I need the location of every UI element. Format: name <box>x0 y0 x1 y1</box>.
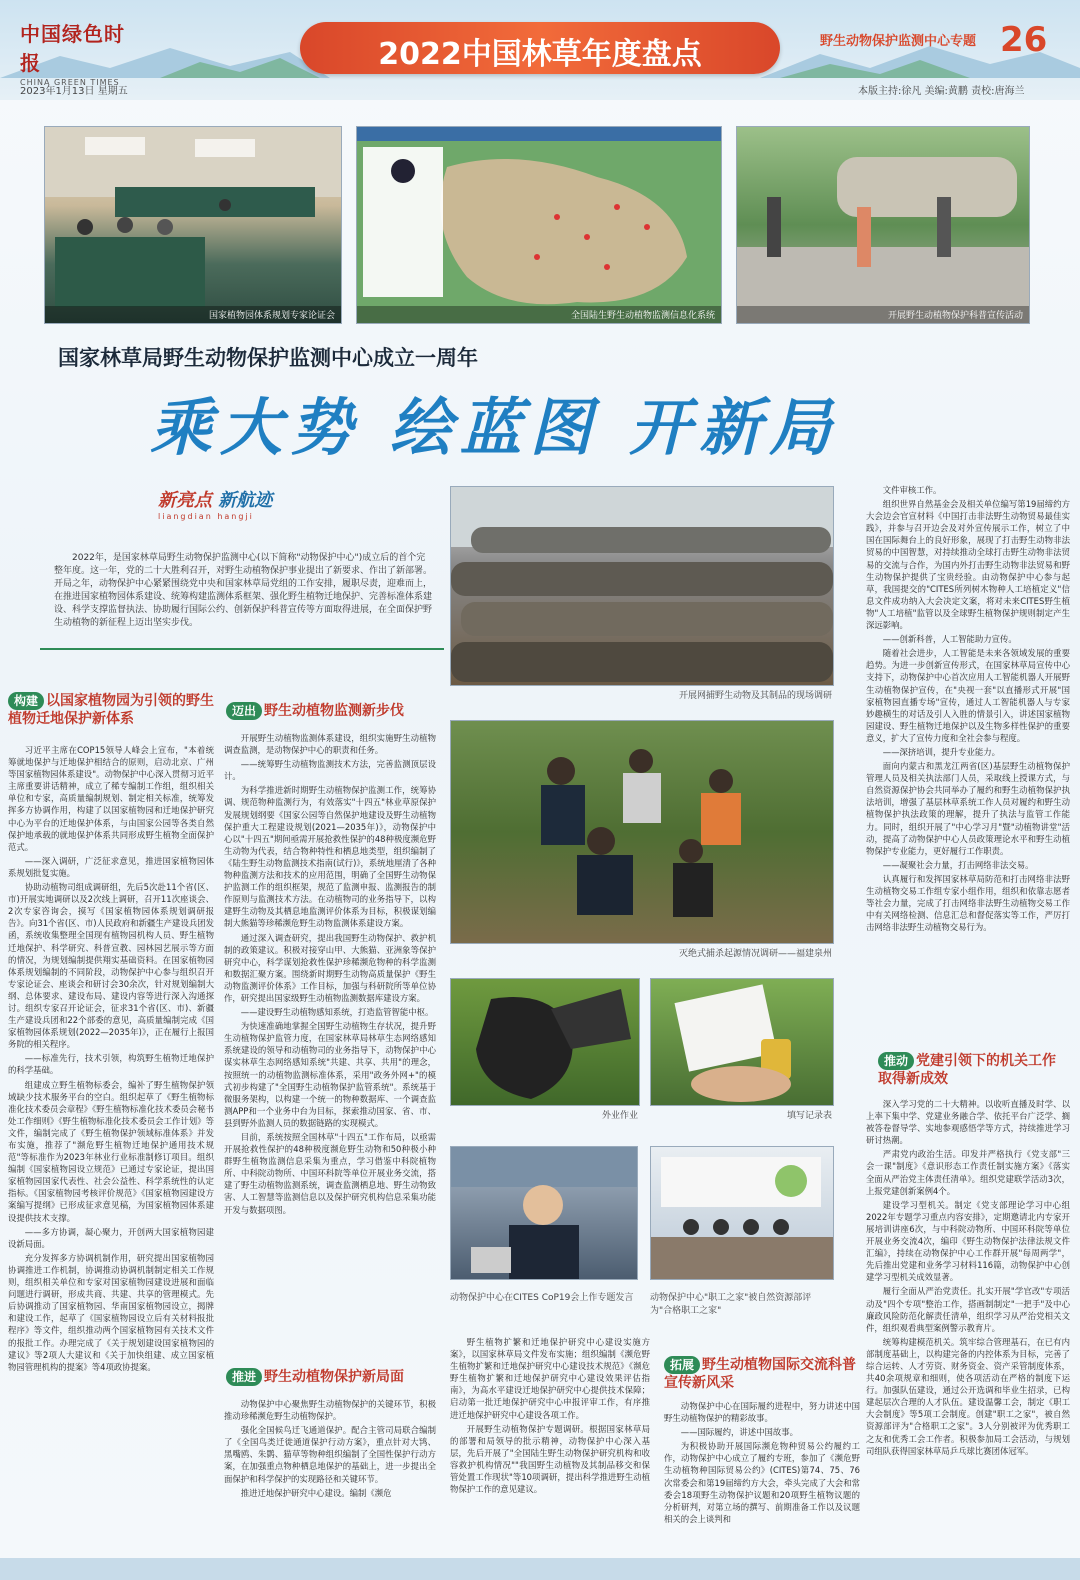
paragraph: ——标准先行，技术引领，构筑野生植物迁地保护的科学基础。 <box>8 1053 214 1076</box>
photo-caption: 全国陆生野生动植物监测信息化系统 <box>357 306 721 323</box>
paragraph: 协助动植物司组成调研组，先后5次赴11个省(区、市)开展实地调研以及2次线上调研，召开11次座谈会、2次专家咨询会，摸写《国家植物园体系规划调研报告》。向31个省(区、市)人民政府和新疆生产建设兵团发函，系统收集整理全国现有植物园机构人员、野生植物迁地保护、科学研究、科普宣教、园林园艺展示等方面的情况，为规划编制提供翔实基础资料。在国家植物园体系规划编制的不同阶段，动物保护中心参与组织召开专家论证会、座谈会和研讨会30余次，针对规划编制大纲、总体要求、建设布局、建设内容等进行深入沟通探讨。组织专家召开论证会，征求31个省(区、市)、新疆生产建设兵团和22个部委的意见，高质量编制完成《国家植物园体系规划(2022—2035年)》，正在履行上报国务院的相关程序。 <box>8 882 214 1050</box>
paragraph: 习近平主席在COP15领导人峰会上宣布，"本着统筹就地保护与迁地保护相结合的原则，启动北京、广州等国家植物园体系建设"。动物保护中心深入贯彻习近平主席重要讲话精神，成立了稀专编制工作组，组织相关单位和专家，高质量编制规划、制定相关标准，统筹发挥多方协调作用，构建了以国家植物园和迁地保护研究中心为平台的迁地保护体系，与由国家公园等各类自然保护地承载的就地保护体系共同形成野生植物全面保护范式。 <box>8 745 214 852</box>
column-5a <box>866 484 1070 1044</box>
section-tag: 推进 <box>226 1368 262 1386</box>
paragraph: 开展野生动植物监测体系建设，组织实施野生动植物调查监测，是动物保护中心的职责和任务。 <box>224 733 436 756</box>
section-tag: 构建 <box>8 692 44 710</box>
title-banner <box>300 22 780 74</box>
paragraph: ——国际履约，讲述中国故事。 <box>680 1427 799 1438</box>
editors-line: 本版主持:徐凡 美编:黄鹏 责校:唐海兰 <box>858 86 1025 97</box>
paragraph: 严肃党内政治生活。印发并严格执行《党支部"三会一课"制度》《意识形态工作责任制实施方案》《落实全面从严治党主体责任清单》。组织党建联学活动3次，上报党建创新案例4个。 <box>866 1149 1070 1196</box>
headline-title: 乘大势 绘蓝图 开新局 <box>150 391 840 464</box>
section-heading-4 <box>664 1356 860 1392</box>
paragraph: 开展野生动植物保护专题调研。根据国家林草局的部署和局领导的批示精神，动物保护中心深入基层，先后开展了"全国陆生野生动物保护研究机构和收容救护机构情况""我国野生动植物及其制品移交和保管处置工作现状"等10项调研，提出科学推进野生动植物保护工作的意见建议。 <box>450 1423 650 1495</box>
paragraph: 组织世界自然基金会及相关单位编写第19届缔约方大会边会官宣材料《中国打击非法野生动物贸易最佳实践》，并参与召开边会及对外宣传展示工作，树立了中国在国际舞台上的良好形象，展现了打击野生动物非法贸易的中国智慧，对持续推动全球打击野生动物非法贸易的交流与合作，为国内外打击野生动物非法贸易和野生动物保护提供了宝贵经验。由动物保护中心参与起草，我国提交的"CITES所列树木物种人工培植定义"信息文件成功纳入大会决定文案，将对未来CITES野生植物"人工培植"监管以及全球野生植物保护规则制定产生深远影响。 <box>866 499 1070 631</box>
paragraph: 目前，系统按照全国林草"十四五"工作布局，以亟需开展抢救性保护的48种极度濒危野生动物和50种极小种群野生植物监测信息采集为重点，学习借鉴中科院植物所、中科院动物所、中国环科院等单位开展业务交流，搭建了野生动植物监测系统，调查监测栖息地、野生动物致害、人工智慧等监测信息以及保护研究机构信息采集功能开发与数据项图。 <box>224 1132 436 1215</box>
column-5b <box>866 1098 1070 1554</box>
intro-tag-a: 新亮点 <box>158 490 212 511</box>
photo-caption: 外业作业 <box>601 1111 638 1121</box>
meeting-illustration <box>45 127 341 323</box>
paragraph: 通过深入调查研究，提出我国野生动物保护、救护机制的政策建议。积极对接穿山甲、大熊猫、亚洲象等保护研究中心，科学谋划抢救性保护珍稀濒危物种的科学监测和数据汇聚方案。围绕新时期野生动物高质量保护《野生动物监测评价体系》工作目标，加强与科研院所等单位协作，研究提出国家级野生动植物监测数据库建设方案。 <box>224 932 436 1003</box>
photo-field-work <box>450 978 640 1106</box>
logo-chinese: 中国绿色时报 <box>20 22 125 75</box>
column-4 <box>664 1400 860 1554</box>
section-heading-5 <box>878 1052 1068 1088</box>
records-illustration <box>651 979 833 1105</box>
photo-staff-home <box>650 1146 834 1280</box>
paragraph: 文件审核工作。 <box>882 485 942 495</box>
paragraph: 履行全面从严治党责任。扎实开展"学官改"专项活动及"四个专项"整治工作，搭画制制定"一把手"及中心廉政风险防范化解责任清单，组织学习从严治党相关文件，组织观看典型案例警示教育片。 <box>866 1286 1070 1333</box>
column-2b <box>224 1398 436 1554</box>
paragraph: 强化全国候鸟迁飞通道保护。配合主管司局联合编制了《全国鸟类迁徙通道保护行动方案》，重点针对大鸨、黑嘴鸥、朱鹮、猫草等物种组织编制了全国性保护行动方案，在加强重点物种栖息地保护的基础上，进一步提出全面保护和科学保护的实现路径和关键环节。 <box>224 1425 436 1484</box>
paragraph: ——深挤培训，提升专业能力。 <box>882 746 1001 757</box>
column-1 <box>8 744 214 1554</box>
map-screenshot <box>357 127 721 323</box>
photo-caption: 国家植物园体系规划专家论证会 <box>45 306 341 323</box>
photo-caption: 动物保护中心在CITES CoP19会上作专题发言 <box>450 1293 634 1303</box>
survey-illustration <box>451 721 833 943</box>
intro-tag-pinyin: liangdian hangji <box>158 512 254 521</box>
bottom-bar <box>0 1558 1080 1580</box>
paragraph: 为快速准确地掌握全国野生动植物生存状况，提升野生动植物保护监管力度，在国家林草局林草生态网络感知系统建设的领导和动植物司的业务指导下，动物保护中心谋实林草生态网络感知系统"共建、共享、共用"的理念，按照统一的动植物监测标准体系，采用"政务外网+"的模式初步构建了"全国野生动植物保护监管系统"。系统基于微服务架构，以构建一个统一的物种数据库、一个调查监测APP和一个业务中台为目标，探索推动国家、省、市、县到野外监测人员的数据链路的实现模式。 <box>224 1021 436 1128</box>
photo-caption: 填写记录表 <box>786 1111 832 1121</box>
section-heading-3 <box>226 1368 436 1386</box>
intro-text: 2022年，是国家林草局野生动物保护监测中心(以下简称"动物保护中心")成立后的首个完整年度。这一年，党的二十大胜利召开，对野生动植物保护事业提出了新要求、作出了新部署。开局之年，动物保护中心紧紧围绕党中央和国家林草局党组的工作安排，履职尽责，迎难而上，在推进国家植物园体系建设、统筹构建监测体系框架、强化野生植物迁地保护、完善标准体系建设、科学支撑监督执法、协助履行国际公约、创新保护科普宣传等方面取得进展，在全面保护野生动植物的新征程上迈出坚实步伐。 <box>54 553 433 628</box>
section-heading-2 <box>226 702 436 720</box>
newspaper-logo <box>20 18 140 87</box>
paragraph: 面向内蒙古和黑龙江两省(区)基层野生动植物保护管理人员及相关执法部门人员，采取线上授课方式，与自然资源保护协会共同举办了履约和野生动植物保护执法培训，增强了基层林草系统工作人员对履约和野生动植物保护执法政策的理解，提升了执法与监管工作能力。同时，组织开展了"中心学习月"暨"动植物讲堂"活动，提高了动物保护中心人员政策理论水平和野生动植物保护专业能力，更好履行工作职责。 <box>866 761 1070 856</box>
paragraph: 充分发挥多方协调机制作用，研究提出国家植物园协调推进工作机制，协调推动协调机制制定相关工作规则，组织相关单位和专家对国家植物园建设进展和面临问题进行调研，形成共商、共建、共享的管理模式。先后协调推动了国家植物园、华南国家植物园设立，揭牌和建设工作，起草了《国家植物园设立后有关材料报批程序》等文件，组织推动两个国家植物园有关技术文件的报批工作。办理完成了《关于规划建设国家植物园的建议》等2项人大建议和《关于加快组建、成立国家植物园管理机构的提案》等4项政协提案。 <box>8 1252 214 1372</box>
section-tag: 迈出 <box>226 702 262 720</box>
paragraph: 推进迁地保护研究中心建设。编制《濒危 <box>240 1487 392 1498</box>
paragraph: ——深入调研，广泛征求意见，推进国家植物园体系规划批复实施。 <box>8 855 214 878</box>
staff-home-illustration <box>651 1147 833 1279</box>
masthead <box>0 0 1080 100</box>
photo-outreach <box>736 126 1030 324</box>
section-title: 野生动植物监测新步伐 <box>264 703 405 719</box>
special-label: 野生动物保护监测中心专题 <box>820 34 977 49</box>
photo-cites-speech <box>450 1146 638 1280</box>
photo-caption: 开展网捕野生动物及其制品的现场调研 <box>678 691 832 701</box>
section-title: 以国家植物园为引领的野生植物迁地保护新体系 <box>8 693 215 727</box>
paragraph: ——凝聚社会力量，打击网络非法交易。 <box>882 859 1034 870</box>
photo-records <box>650 978 834 1106</box>
headline-subtitle: 国家林草局野生动物保护监测中心成立一周年 <box>58 345 478 370</box>
banner-title: 2022中国林草年度盘点 <box>378 37 702 72</box>
section-tag: 推动 <box>878 1052 914 1070</box>
timber-illustration <box>451 487 833 685</box>
field-work-illustration <box>451 979 639 1105</box>
paragraph: 认真履行和发挥国家林草局防范和打击网络非法野生动植物交易工作组专家小组作用，组织和依靠志愿者等社会力量，完成了打击网络非法野生动植物交易工作中有关网络检测、信息汇总和督促落实等工作，严厉打击网络非法野生动植物交易行为。 <box>866 873 1070 933</box>
photo-caption: 开展野生动植物保护科普宣传活动 <box>737 306 1029 323</box>
intro-rule <box>40 648 444 650</box>
paragraph: 随着社会进步，人工智能是未来各领域发展的重要趋势。为进一步创新宣传形式，在国家林草局宣传中心支持下，动物保护中心首次应用人工智能机器人开展野生动植物保护宣传，在"央视一套"以直播形式开展"国家植物园直播专场"宣传，通过人工智能机器人与专家妙趣横生的对话及引人入胜的情景引入，讲述国家植物园建设、野生植物迁地保护以及生物多样性保护的重要意义，扩大了宣传力度和全社会参与程度。 <box>866 648 1070 743</box>
photo-field-survey <box>450 720 834 944</box>
intro-box <box>40 486 444 646</box>
photo-caption: 动物保护中心"职工之家"被自然资源部评为"合格职工之家" <box>650 1293 812 1316</box>
column-3 <box>450 1336 650 1554</box>
paragraph: 为积极协助开展国际濒危物种贸易公约履约工作，动物保护中心成立了履约专班，参加了《濒危野生动植物种国际贸易公约》(CITES)第74、75、76次常委会和第19届缔约方大会，牵头完成了大会和常委会18项野生动物保护议题和20项野生植物议题的分析研判，对第立场的撰写、前期准备工作以及议题相关的会上谈判和 <box>664 1441 860 1524</box>
paragraph: 统筹构建模范机关。筑牢综合管理基石，在已有内部制度基础上，以构建完备的内控体系为目标，完善了综合运转、人才劳资、财务资金、资产采管制度体系，共40余项规章和细则，使各项活动在严格的制度下运行。加强队伍建设，通过公开选调和毕业生招录，已构建起层次合理的人才队伍。建设温馨工会，制定《职工大会制度》等5项工会制度。创建"职工之家"，被自然资源部评为"合格职工之家"。3人分别被评为优秀职工之友和优秀工会工作者。积极参加局工会活动，与规划司组队获得国家林草局乒乓球比赛团体冠军。 <box>866 1336 1070 1456</box>
paragraph: 组建成立野生植物标委会，编补了野生植物保护领域缺少技术服务平台的空白。组织起草了《野生植物标准化技术委员会章程》《野生植物标准化技术委员会秘书处工作细则》《野生植物标准化技术委员会工作计划》等文件，编制完成了《野生植物保护领域标准体系》并发布实施，推荐了"濒危野生植物迁地保护通用技术规范"等标准作为2023年林业行业标准制修订项目。组织编制《国家植物园设立规范》已通过专家论证，提出国家植物园国家代表性、社会公益性、科学系统性的认定指标。《国家植物园考核评价规范》《国家植物园建设方案编写提纲》已形成征求意见稿，为国家植物园体系建设提供技术支撑。 <box>8 1079 214 1223</box>
paragraph: 动物保护中心聚焦野生动植物保护的关键环节，积极推动珍稀濒危野生动植物保护。 <box>224 1399 436 1422</box>
paragraph: ——创新科普，人工智能助力宣传。 <box>882 634 1017 645</box>
paragraph: ——建设野生动植物感知系统，打造监管智能中枢。 <box>240 1007 434 1018</box>
paragraph: 为科学推进新时期野生动植物保护监测工作，统筹协调、规范物种监测行为，有效落实"十四五"林业草原保护发展规划纲要《国家公园等自然保护地建设及野生动植物保护重大工程建设规划(2021—2035年)》，动物保护中心以"十四五"期间亟需开展抢救性保护的48种极度濒危野生动物为代表，结合物种特性和栖息地类型，组织编制了《陆生野生动物监测技术指南(试行)》，系统地厘清了各种物种监测方法和技术的应用范围，明确了全国野生动物保护监测工作的组织框架，规范了监测申报、监测报告的制作原则与监测技术方法。在动植物司的业务指导下，以构建野生动物及其栖息地监测评价体系为目标，积极谋划编制大熊猫等珍稀濒危野生动物监测体系建设方案。 <box>224 785 436 929</box>
paragraph: ——多方协调，凝心聚力，开创两大国家植物园建设新局面。 <box>8 1226 214 1249</box>
paragraph: 野生植物扩繁和迁地保护研究中心建设实施方案》，以国家林草局文件发布实施；组织编制《濒危野生植物扩繁和迁地保护研究中心建设技术规范》《濒危野生植物扩繁和迁地保护研究中心建设效果评估指南》，为高水平建设迁地保护研究中心提供技术保障；启动第一批迁地保护研究中心申报评审工作，有序推进迁地保护研究中心建设各项工作。 <box>450 1337 650 1420</box>
paragraph: 建设学习型机关。制定《党支部理论学习中心组2022年专题学习重点内容安排》，定期邀请北内专家开展培训讲座6次，与中科院动物所、中国环科院等单位开展业务交流4次，编印《野生动物保护法律法规文件汇编》，持续在动物保护中心工作群开展"每周两学"，先后推出党建和业务学习材料116篇，动物保护中心创建学习型机关成效显著。 <box>866 1199 1070 1283</box>
photo-caption: 灭绝式捕杀起源情况调研——福建泉州 <box>678 949 832 959</box>
dateline: 2023年1月13日 星期五 <box>20 86 128 97</box>
photo-system-map <box>356 126 722 324</box>
section-title: 野生动植物保护新局面 <box>264 1369 405 1385</box>
column-2a <box>224 732 436 1362</box>
paragraph: 动物保护中心在国际履约进程中，努力讲述中国野生动植物保护的精彩故事。 <box>664 1401 860 1424</box>
page-number: 26 <box>1000 20 1048 60</box>
paragraph: ——统筹野生动植物监测技术方法，完善监测顶层设计。 <box>224 759 436 782</box>
paragraph: 深入学习党的二十大精神。以收听直播及时学、以上率下集中学、党建业务融合学、依托平台广泛学、搁被答卷督导学、实地参观感悟学等方式，持续推进学习研讨热潮。 <box>866 1099 1070 1146</box>
section-title: 党建引领下的机关工作取得新成效 <box>878 1053 1057 1087</box>
intro-tag-b: 新航迹 <box>218 490 273 511</box>
section-title: 野生动植物国际交流科普宣传新风采 <box>664 1357 857 1391</box>
speech-illustration <box>451 1147 637 1279</box>
outreach-illustration <box>737 127 1029 323</box>
section-tag: 拓展 <box>664 1356 700 1374</box>
photo-timber <box>450 486 834 686</box>
intro-tag <box>158 486 272 512</box>
logo-english: CHINA GREEN TIMES <box>20 78 120 87</box>
section-heading-1 <box>8 692 218 728</box>
photo-meeting <box>44 126 342 324</box>
